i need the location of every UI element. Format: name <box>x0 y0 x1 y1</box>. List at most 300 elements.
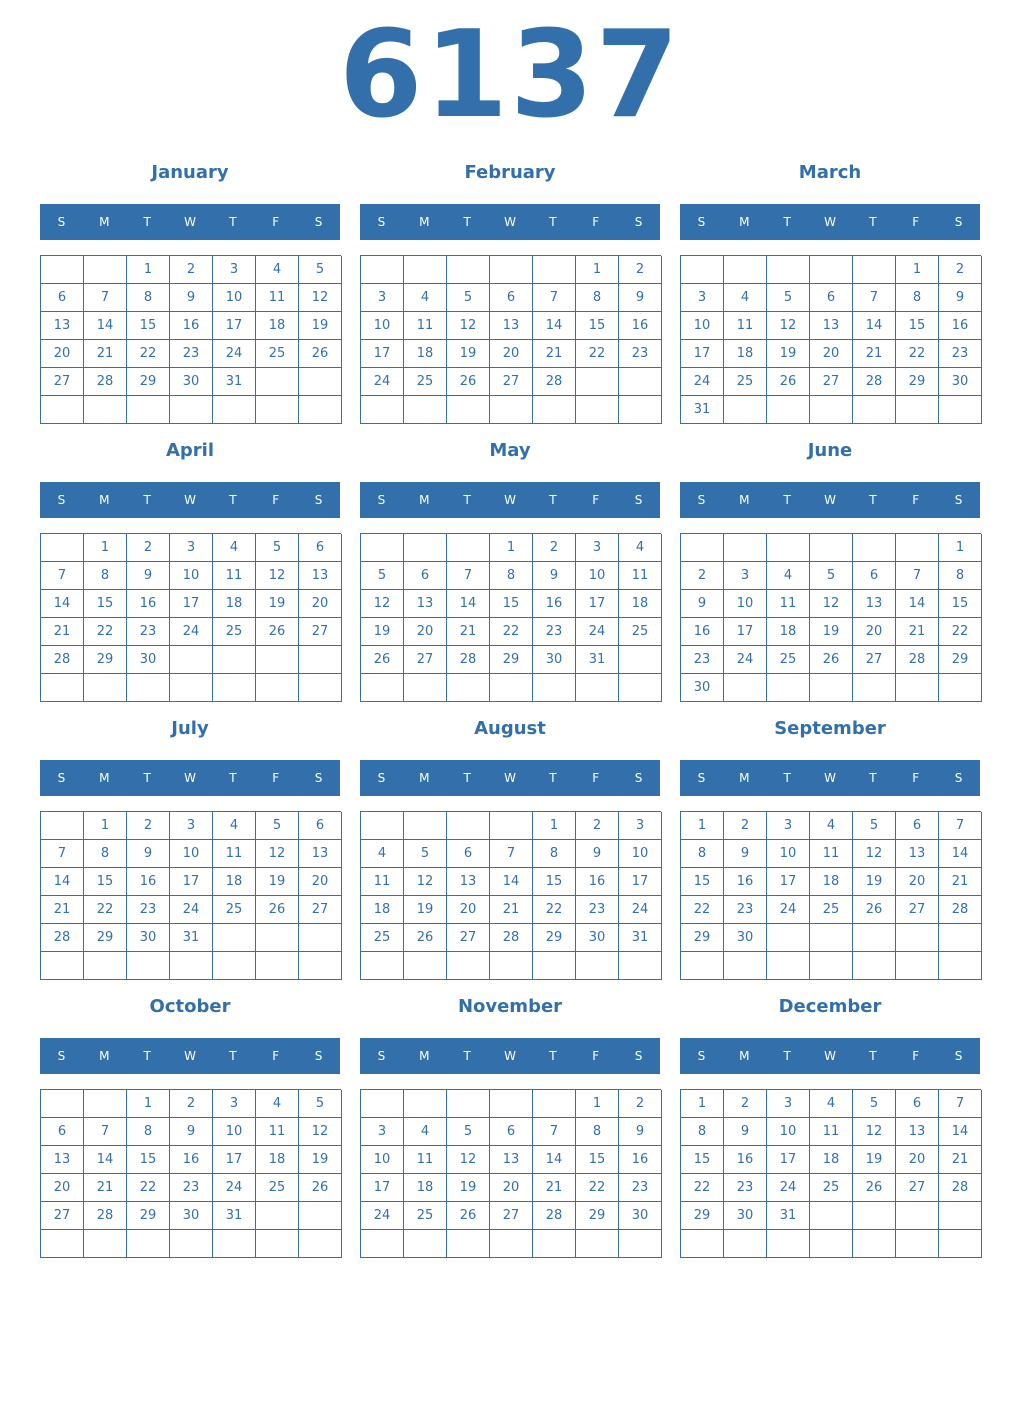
day-cell: 30 <box>619 1202 662 1230</box>
day-grid <box>40 811 341 980</box>
day-grid <box>680 811 981 980</box>
empty-day-cell <box>896 396 939 424</box>
day-cell: 3 <box>170 812 213 840</box>
day-cell: 24 <box>213 340 256 368</box>
day-cell: 13 <box>41 312 84 340</box>
empty-day-cell <box>299 924 342 952</box>
day-cell: 6 <box>490 284 533 312</box>
day-grid <box>680 255 981 424</box>
weekday-header <box>680 760 980 796</box>
empty-day-cell <box>490 952 533 980</box>
day-cell: 6 <box>896 812 939 840</box>
empty-day-cell <box>361 396 404 424</box>
weekday-label: M <box>739 1049 750 1063</box>
weekday-label: W <box>184 1049 196 1063</box>
empty-day-cell <box>490 1090 533 1118</box>
day-cell: 20 <box>299 590 342 618</box>
day-cell: 12 <box>299 1118 342 1146</box>
day-cell: 7 <box>41 840 84 868</box>
day-cell: 17 <box>170 868 213 896</box>
day-cell: 3 <box>767 812 810 840</box>
day-cell: 27 <box>299 896 342 924</box>
day-cell: 28 <box>84 1202 127 1230</box>
empty-day-cell <box>84 952 127 980</box>
day-cell: 16 <box>619 1146 662 1174</box>
empty-day-cell <box>619 646 662 674</box>
day-cell: 28 <box>939 896 982 924</box>
day-cell: 14 <box>533 312 576 340</box>
day-cell: 2 <box>127 812 170 840</box>
empty-day-cell <box>213 396 256 424</box>
empty-day-cell <box>853 1202 896 1230</box>
month-name: September <box>774 718 886 739</box>
weekday-header <box>360 204 660 240</box>
day-cell: 2 <box>533 534 576 562</box>
day-cell: 19 <box>256 590 299 618</box>
empty-day-cell <box>681 1230 724 1258</box>
day-cell: 8 <box>896 284 939 312</box>
weekday-label: S <box>314 1049 323 1063</box>
day-cell: 14 <box>939 1118 982 1146</box>
day-cell: 13 <box>299 840 342 868</box>
weekday-label: M <box>99 493 110 507</box>
empty-day-cell <box>170 396 213 424</box>
empty-day-cell <box>404 1230 447 1258</box>
day-cell: 13 <box>404 590 447 618</box>
empty-day-cell <box>939 924 982 952</box>
day-cell: 21 <box>533 340 576 368</box>
empty-day-cell <box>767 952 810 980</box>
day-cell: 5 <box>767 284 810 312</box>
empty-day-cell <box>853 1230 896 1258</box>
day-cell: 9 <box>170 1118 213 1146</box>
day-cell: 24 <box>361 368 404 396</box>
weekday-label: T <box>869 1049 877 1063</box>
empty-day-cell <box>533 396 576 424</box>
weekday-label: S <box>697 1049 706 1063</box>
day-cell: 13 <box>490 312 533 340</box>
weekday-header <box>360 1038 660 1074</box>
empty-day-cell <box>810 396 853 424</box>
empty-day-cell <box>810 952 853 980</box>
day-cell: 25 <box>256 340 299 368</box>
day-cell: 24 <box>576 618 619 646</box>
day-cell: 23 <box>939 340 982 368</box>
empty-day-cell <box>41 256 84 284</box>
month-name: August <box>474 718 546 739</box>
weekday-label: F <box>912 1049 920 1063</box>
day-cell: 1 <box>576 256 619 284</box>
day-cell: 6 <box>41 1118 84 1146</box>
empty-day-cell <box>404 396 447 424</box>
empty-day-cell <box>939 674 982 702</box>
day-cell: 22 <box>896 340 939 368</box>
empty-day-cell <box>490 812 533 840</box>
empty-day-cell <box>896 1230 939 1258</box>
empty-day-cell <box>576 368 619 396</box>
day-cell: 9 <box>576 840 619 868</box>
day-cell: 21 <box>853 340 896 368</box>
day-cell: 1 <box>533 812 576 840</box>
day-cell: 25 <box>724 368 767 396</box>
day-cell: 22 <box>576 340 619 368</box>
day-cell: 7 <box>533 284 576 312</box>
empty-day-cell <box>576 674 619 702</box>
day-cell: 12 <box>853 840 896 868</box>
day-cell: 29 <box>127 1202 170 1230</box>
day-cell: 9 <box>127 840 170 868</box>
day-cell: 31 <box>619 924 662 952</box>
weekday-label: T <box>143 493 151 507</box>
day-cell: 20 <box>490 1174 533 1202</box>
day-cell: 24 <box>619 896 662 924</box>
day-cell: 25 <box>256 1174 299 1202</box>
day-cell: 23 <box>619 340 662 368</box>
day-cell: 1 <box>84 534 127 562</box>
day-cell: 1 <box>490 534 533 562</box>
day-cell: 22 <box>939 618 982 646</box>
empty-day-cell <box>447 534 490 562</box>
day-cell: 27 <box>896 896 939 924</box>
day-cell: 7 <box>896 562 939 590</box>
day-cell: 3 <box>213 1090 256 1118</box>
weekday-label: T <box>783 493 791 507</box>
day-cell: 4 <box>404 284 447 312</box>
day-cell: 15 <box>681 868 724 896</box>
empty-day-cell <box>84 256 127 284</box>
empty-day-cell <box>853 952 896 980</box>
empty-day-cell <box>361 534 404 562</box>
day-cell: 10 <box>724 590 767 618</box>
day-cell: 21 <box>447 618 490 646</box>
day-cell: 24 <box>767 1174 810 1202</box>
weekday-label: S <box>634 1049 643 1063</box>
empty-day-cell <box>41 534 84 562</box>
day-cell: 20 <box>490 340 533 368</box>
weekday-label: W <box>184 215 196 229</box>
day-cell: 24 <box>170 896 213 924</box>
empty-day-cell <box>681 256 724 284</box>
day-cell: 13 <box>41 1146 84 1174</box>
day-cell: 1 <box>84 812 127 840</box>
day-cell: 14 <box>41 868 84 896</box>
day-cell: 14 <box>533 1146 576 1174</box>
empty-day-cell <box>724 952 767 980</box>
day-cell: 27 <box>41 1202 84 1230</box>
empty-day-cell <box>41 674 84 702</box>
day-cell: 29 <box>490 646 533 674</box>
day-cell: 7 <box>84 1118 127 1146</box>
empty-day-cell <box>810 924 853 952</box>
day-cell: 21 <box>84 340 127 368</box>
day-cell: 16 <box>170 1146 213 1174</box>
month-name: November <box>457 996 563 1017</box>
day-cell: 13 <box>299 562 342 590</box>
day-cell: 22 <box>84 896 127 924</box>
empty-day-cell <box>619 952 662 980</box>
day-cell: 26 <box>256 618 299 646</box>
weekday-label: S <box>314 493 323 507</box>
weekday-label: F <box>592 215 600 229</box>
weekday-label: W <box>504 771 516 785</box>
day-cell: 22 <box>681 896 724 924</box>
day-grid <box>360 255 661 424</box>
day-cell: 21 <box>939 868 982 896</box>
day-cell: 9 <box>724 1118 767 1146</box>
weekday-label: S <box>57 1049 66 1063</box>
day-cell: 24 <box>170 618 213 646</box>
empty-day-cell <box>490 1230 533 1258</box>
day-cell: 16 <box>533 590 576 618</box>
empty-day-cell <box>256 952 299 980</box>
day-cell: 10 <box>767 840 810 868</box>
day-grid <box>40 533 341 702</box>
day-cell: 8 <box>127 1118 170 1146</box>
weekday-label: W <box>824 771 836 785</box>
empty-day-cell <box>533 1230 576 1258</box>
weekday-label: S <box>634 771 643 785</box>
day-grid <box>360 811 661 980</box>
day-cell: 9 <box>939 284 982 312</box>
day-cell: 20 <box>896 868 939 896</box>
month-name: June <box>807 440 853 461</box>
empty-day-cell <box>404 1090 447 1118</box>
empty-day-cell <box>170 1230 213 1258</box>
day-cell: 20 <box>299 868 342 896</box>
day-cell: 21 <box>84 1174 127 1202</box>
day-cell: 21 <box>41 618 84 646</box>
day-cell: 25 <box>810 1174 853 1202</box>
day-cell: 30 <box>127 646 170 674</box>
empty-day-cell <box>361 812 404 840</box>
day-cell: 12 <box>404 868 447 896</box>
weekday-header <box>40 482 340 518</box>
empty-day-cell <box>213 924 256 952</box>
weekday-label: M <box>739 493 750 507</box>
empty-day-cell <box>490 674 533 702</box>
empty-day-cell <box>447 256 490 284</box>
weekday-label: S <box>57 771 66 785</box>
empty-day-cell <box>896 924 939 952</box>
weekday-label: T <box>463 493 471 507</box>
day-cell: 25 <box>767 646 810 674</box>
day-cell: 23 <box>127 896 170 924</box>
day-cell: 17 <box>619 868 662 896</box>
day-cell: 17 <box>576 590 619 618</box>
weekday-label: T <box>143 771 151 785</box>
day-cell: 21 <box>896 618 939 646</box>
empty-day-cell <box>939 1230 982 1258</box>
weekday-label: T <box>783 215 791 229</box>
empty-day-cell <box>361 256 404 284</box>
day-cell: 28 <box>533 1202 576 1230</box>
weekday-label: F <box>592 771 600 785</box>
day-cell: 14 <box>939 840 982 868</box>
weekday-label: S <box>697 771 706 785</box>
day-grid <box>360 533 661 702</box>
day-cell: 26 <box>404 924 447 952</box>
empty-day-cell <box>576 1230 619 1258</box>
empty-day-cell <box>619 1230 662 1258</box>
day-cell: 12 <box>256 840 299 868</box>
empty-day-cell <box>361 674 404 702</box>
empty-day-cell <box>619 396 662 424</box>
weekday-header <box>40 1038 340 1074</box>
weekday-label: S <box>377 1049 386 1063</box>
month-name: July <box>171 718 209 739</box>
day-cell: 5 <box>299 1090 342 1118</box>
month-name: May <box>489 440 531 461</box>
weekday-label: M <box>419 493 430 507</box>
day-cell: 20 <box>853 618 896 646</box>
day-cell: 20 <box>404 618 447 646</box>
empty-day-cell <box>619 368 662 396</box>
day-cell: 6 <box>299 812 342 840</box>
day-cell: 26 <box>447 1202 490 1230</box>
empty-day-cell <box>896 674 939 702</box>
day-cell: 19 <box>256 868 299 896</box>
day-cell: 9 <box>619 284 662 312</box>
day-cell: 11 <box>724 312 767 340</box>
weekday-label: W <box>504 215 516 229</box>
empty-day-cell <box>724 396 767 424</box>
weekday-label: S <box>697 493 706 507</box>
day-cell: 26 <box>767 368 810 396</box>
day-cell: 23 <box>127 618 170 646</box>
day-cell: 30 <box>170 368 213 396</box>
weekday-label: W <box>504 493 516 507</box>
day-cell: 19 <box>810 618 853 646</box>
day-cell: 28 <box>490 924 533 952</box>
day-cell: 13 <box>810 312 853 340</box>
day-cell: 2 <box>619 1090 662 1118</box>
day-cell: 2 <box>170 256 213 284</box>
empty-day-cell <box>490 396 533 424</box>
day-cell: 23 <box>170 340 213 368</box>
weekday-label: F <box>912 493 920 507</box>
day-grid <box>680 1089 981 1258</box>
empty-day-cell <box>299 952 342 980</box>
empty-day-cell <box>299 1202 342 1230</box>
day-cell: 20 <box>447 896 490 924</box>
day-cell: 28 <box>939 1174 982 1202</box>
day-cell: 24 <box>361 1202 404 1230</box>
empty-day-cell <box>41 1230 84 1258</box>
day-cell: 19 <box>299 312 342 340</box>
weekday-label: S <box>954 493 963 507</box>
empty-day-cell <box>361 1230 404 1258</box>
day-cell: 4 <box>404 1118 447 1146</box>
day-cell: 3 <box>681 284 724 312</box>
day-cell: 8 <box>681 840 724 868</box>
weekday-label: T <box>549 215 557 229</box>
weekday-label: F <box>592 493 600 507</box>
day-grid <box>360 1089 661 1258</box>
day-cell: 14 <box>896 590 939 618</box>
day-cell: 4 <box>767 562 810 590</box>
weekday-label: W <box>184 771 196 785</box>
day-cell: 5 <box>447 284 490 312</box>
day-cell: 16 <box>681 618 724 646</box>
day-cell: 4 <box>213 534 256 562</box>
weekday-label: M <box>419 215 430 229</box>
empty-day-cell <box>41 812 84 840</box>
weekday-label: F <box>912 215 920 229</box>
day-cell: 17 <box>213 312 256 340</box>
day-cell: 11 <box>810 840 853 868</box>
day-cell: 10 <box>681 312 724 340</box>
weekday-label: M <box>99 771 110 785</box>
day-cell: 5 <box>853 812 896 840</box>
day-cell: 31 <box>767 1202 810 1230</box>
empty-day-cell <box>447 1090 490 1118</box>
empty-day-cell <box>170 674 213 702</box>
empty-day-cell <box>533 256 576 284</box>
weekday-label: S <box>697 215 706 229</box>
day-grid <box>40 1089 341 1258</box>
empty-day-cell <box>533 674 576 702</box>
weekday-label: T <box>229 215 237 229</box>
day-cell: 17 <box>767 1146 810 1174</box>
empty-day-cell <box>533 1090 576 1118</box>
day-cell: 31 <box>681 396 724 424</box>
day-cell: 7 <box>939 1090 982 1118</box>
day-cell: 22 <box>127 1174 170 1202</box>
day-cell: 18 <box>810 1146 853 1174</box>
empty-day-cell <box>41 952 84 980</box>
weekday-label: M <box>419 771 430 785</box>
day-cell: 16 <box>170 312 213 340</box>
day-cell: 18 <box>619 590 662 618</box>
day-cell: 1 <box>127 256 170 284</box>
day-cell: 14 <box>84 312 127 340</box>
weekday-header <box>360 760 660 796</box>
day-cell: 22 <box>681 1174 724 1202</box>
day-cell: 22 <box>576 1174 619 1202</box>
day-cell: 8 <box>533 840 576 868</box>
day-cell: 21 <box>41 896 84 924</box>
weekday-label: T <box>549 1049 557 1063</box>
day-cell: 30 <box>127 924 170 952</box>
day-cell: 10 <box>619 840 662 868</box>
weekday-label: F <box>272 1049 280 1063</box>
day-cell: 23 <box>619 1174 662 1202</box>
day-cell: 1 <box>576 1090 619 1118</box>
empty-day-cell <box>810 534 853 562</box>
empty-day-cell <box>256 1230 299 1258</box>
weekday-label: T <box>783 771 791 785</box>
empty-day-cell <box>170 646 213 674</box>
weekday-label: M <box>419 1049 430 1063</box>
empty-day-cell <box>896 1202 939 1230</box>
empty-day-cell <box>404 812 447 840</box>
day-cell: 1 <box>681 812 724 840</box>
weekday-label: W <box>824 215 836 229</box>
weekday-label: T <box>143 1049 151 1063</box>
day-cell: 29 <box>84 924 127 952</box>
empty-day-cell <box>299 1230 342 1258</box>
day-cell: 17 <box>361 340 404 368</box>
day-cell: 1 <box>681 1090 724 1118</box>
day-cell: 8 <box>84 840 127 868</box>
empty-day-cell <box>853 396 896 424</box>
day-cell: 19 <box>853 868 896 896</box>
day-cell: 15 <box>490 590 533 618</box>
day-cell: 8 <box>576 1118 619 1146</box>
day-cell: 16 <box>724 868 767 896</box>
empty-day-cell <box>213 952 256 980</box>
day-cell: 12 <box>447 312 490 340</box>
